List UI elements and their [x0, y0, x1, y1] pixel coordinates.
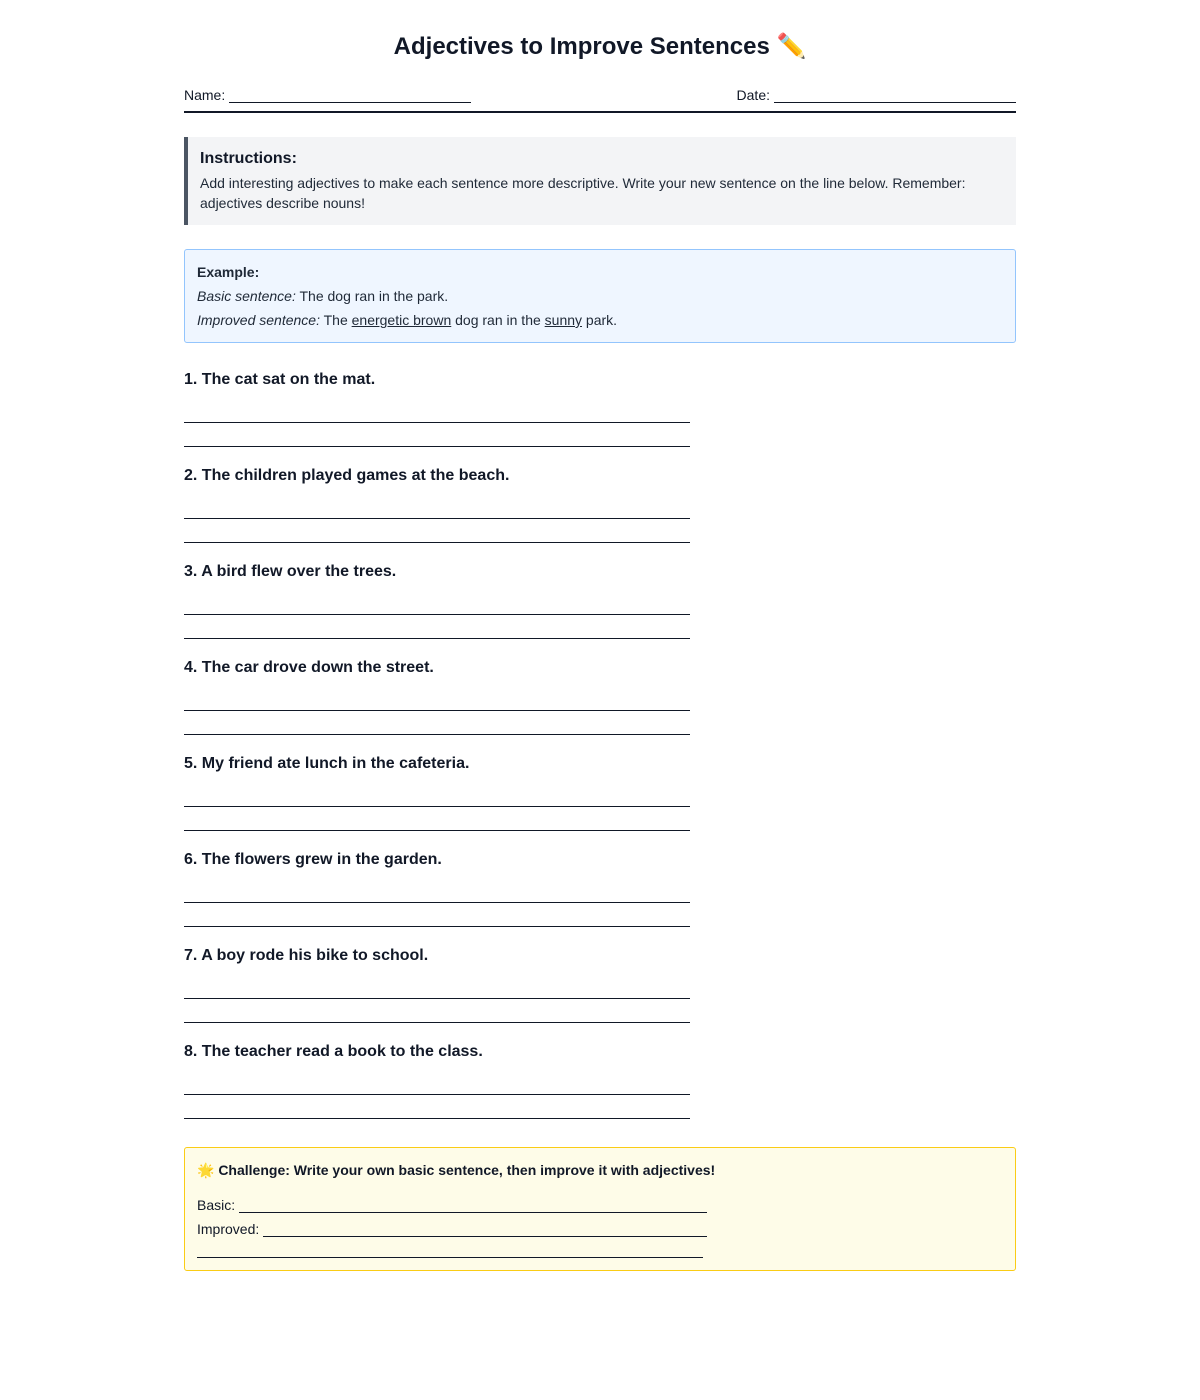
- example-improved-row: [197, 311, 1003, 329]
- challenge-heading: 🌟 Challenge: Write your own basic sentence, then improve it with adjectives!: [197, 1162, 716, 1178]
- answer-line[interactable]: [184, 807, 690, 831]
- answer-line[interactable]: [184, 687, 690, 711]
- question-item: [184, 947, 1016, 1043]
- date-label: Date:: [736, 87, 770, 103]
- answer-line[interactable]: [184, 519, 690, 543]
- question-text: 4. The car drove down the street.: [184, 659, 434, 676]
- name-label: Name:: [184, 87, 226, 103]
- challenge-basic-line[interactable]: [239, 1198, 707, 1213]
- answer-line[interactable]: [184, 1095, 690, 1119]
- example-basic-text: The dog ran in the park.: [295, 288, 449, 304]
- challenge-extra-line[interactable]: [197, 1237, 703, 1258]
- question-item: [184, 563, 1016, 659]
- example-adjective-2: sunny: [544, 312, 583, 328]
- answer-line[interactable]: [184, 591, 690, 615]
- question-text: 5. My friend ate lunch in the cafeteria.: [184, 755, 470, 772]
- answer-line[interactable]: [184, 1071, 690, 1095]
- challenge-basic-label: Basic:: [197, 1197, 236, 1213]
- date-field: [737, 87, 1016, 103]
- question-text: 3. A bird flew over the trees.: [184, 563, 397, 580]
- question-text: 8. The teacher read a book to the class.: [184, 1043, 483, 1060]
- example-adjective-1: energetic brown: [351, 312, 452, 328]
- answer-line[interactable]: [184, 399, 690, 423]
- page-title: Adjectives to Improve Sentences ✏️: [393, 33, 807, 60]
- answer-line[interactable]: [184, 423, 690, 447]
- answer-line[interactable]: [184, 615, 690, 639]
- answer-line[interactable]: [184, 999, 690, 1023]
- answer-line[interactable]: [184, 879, 690, 903]
- questions-list: [184, 371, 1016, 1139]
- header-fields: [184, 79, 1016, 113]
- answer-line[interactable]: [184, 975, 690, 999]
- answer-line[interactable]: [184, 783, 690, 807]
- question-item: [184, 659, 1016, 755]
- example-basic-row: [197, 287, 1003, 305]
- date-line[interactable]: [774, 87, 1016, 103]
- challenge-box: [184, 1147, 1016, 1271]
- name-field: [184, 87, 471, 103]
- example-box: [184, 249, 1016, 343]
- challenge-improved-line[interactable]: [263, 1222, 707, 1237]
- challenge-improved-label: Improved:: [197, 1221, 260, 1237]
- example-improved-part3: park.: [582, 312, 618, 328]
- question-item: [184, 755, 1016, 851]
- worksheet: [184, 0, 1016, 1271]
- question-text: 2. The children played games at the beach.: [184, 467, 510, 484]
- question-text: 1. The cat sat on the mat.: [184, 371, 376, 388]
- example-heading: Example:: [197, 264, 260, 280]
- question-item: [184, 1043, 1016, 1139]
- challenge-basic-row: [197, 1189, 1003, 1213]
- instructions-box: [184, 137, 1016, 225]
- challenge-improved-row: [197, 1213, 1003, 1237]
- instructions-heading: Instructions:: [200, 150, 297, 167]
- question-item: [184, 467, 1016, 563]
- example-basic-label: Basic sentence:: [197, 288, 296, 304]
- answer-line[interactable]: [184, 495, 690, 519]
- answer-line[interactable]: [184, 711, 690, 735]
- question-item: [184, 851, 1016, 947]
- question-item: [184, 371, 1016, 467]
- instructions-text: Add interesting adjectives to make each sentence more descriptive. Write your new sentence on the line below. Remember: adjectives describe nouns!: [200, 175, 966, 211]
- question-text: 7. A boy rode his bike to school.: [184, 947, 429, 964]
- question-text: 6. The flowers grew in the garden.: [184, 851, 442, 868]
- example-improved-part2: dog ran in the: [451, 312, 545, 328]
- example-improved-part1: The: [319, 312, 352, 328]
- example-improved-label: Improved sentence:: [197, 312, 320, 328]
- answer-line[interactable]: [184, 903, 690, 927]
- name-line[interactable]: [229, 87, 471, 103]
